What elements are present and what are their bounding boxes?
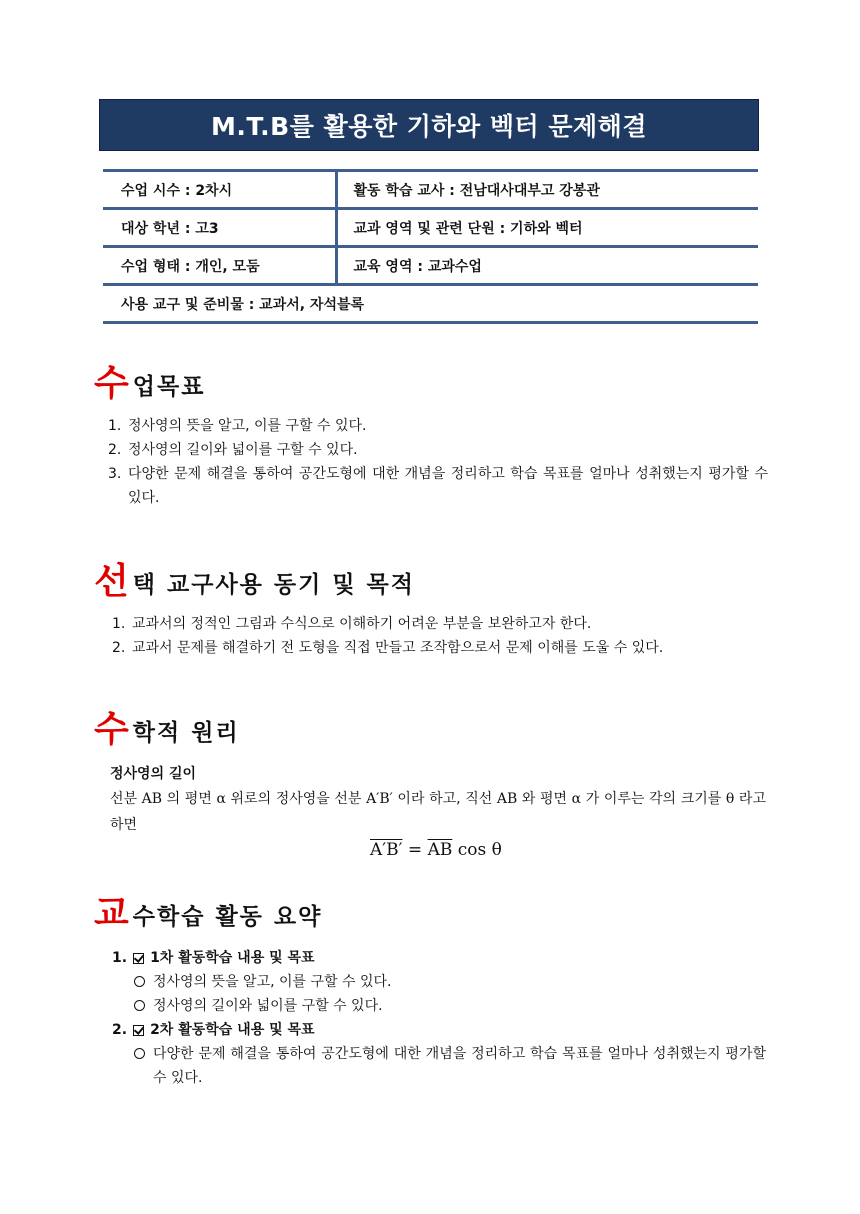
info-row xyxy=(103,209,758,247)
info-row xyxy=(103,247,758,285)
goals-list xyxy=(108,414,768,510)
principle-text: 선분 AB 의 평면 α 위로의 정사영을 선분 A′B′ 이라 하고, 직선 AB 와 평면 α 가 이루는 각의 크기를 θ 라고 하면 xyxy=(110,791,766,833)
materials: 사용 교구 및 준비물 : 교과서, 자석블록 xyxy=(103,285,758,323)
checkbox-icon xyxy=(133,953,144,964)
class-format: 수업 형태 : 개인, 모둠 xyxy=(103,247,336,285)
circle-bullet-icon xyxy=(134,1000,145,1011)
list-item: 정사영의 뜻을 알고, 이를 구할 수 있다. xyxy=(112,970,766,994)
section-heading: 택 교구사용 동기 및 목적 xyxy=(132,572,415,598)
info-row xyxy=(103,285,758,323)
section-heading: 업목표 xyxy=(132,374,206,400)
checkbox-icon xyxy=(133,1025,144,1036)
list-item: 정사영의 길이와 넓이를 구할 수 있다. xyxy=(112,994,766,1018)
projection-formula: $A'B' = \overline{AB}$ cos θ xyxy=(370,840,502,860)
section-title-motive xyxy=(94,561,415,602)
class-hours: 수업 시수 : 2차시 xyxy=(103,171,336,209)
step-heading: 2. 2차 활동학습 내용 및 목표 xyxy=(112,1022,315,1038)
circle-bullet-icon xyxy=(134,1048,145,1059)
info-row xyxy=(103,171,758,209)
document-title: M.T.B를 활용한 기하와 벡터 문제해결 xyxy=(99,99,759,151)
list-item: 1. 교과서의 정적인 그림과 수식으로 이해하기 어려운 부분을 보완하고자 한다. xyxy=(112,616,592,632)
list-item: 다양한 문제 해결을 통하여 공간도형에 대한 개념을 정리하고 학습 목표를 얼마나 성취했는지 평가할 수 있다. xyxy=(112,1042,766,1090)
education-area: 교육 영역 : 교과수업 xyxy=(336,247,758,285)
section-heading: 수학습 활동 요약 xyxy=(132,904,323,930)
teacher: 활동 학습 교사 : 전남대사대부고 강봉관 xyxy=(336,171,758,209)
section-title-principle xyxy=(94,709,240,750)
target-grade: 대상 학년 : 고3 xyxy=(103,209,336,247)
section-initial: 선 xyxy=(94,561,131,602)
motive-list xyxy=(112,612,768,660)
circle-bullet-icon xyxy=(134,976,145,987)
list-item: 2. 정사영의 길이와 넓이를 구할 수 있다. xyxy=(108,442,358,458)
list-item: 2. 교과서 문제를 해결하기 전 도형을 직접 만들고 조작함으로서 문제 이해를 도울 수 있다. xyxy=(112,640,664,656)
list-item: 1. 정사영의 뜻을 알고, 이를 구할 수 있다. xyxy=(108,418,367,434)
section-heading: 학적 원리 xyxy=(132,720,240,746)
section-initial: 수 xyxy=(94,709,131,750)
section-title-summary xyxy=(94,893,323,934)
step-heading: 1. 1차 활동학습 내용 및 목표 xyxy=(112,950,315,966)
principle-subtitle: 정사영의 길이 xyxy=(110,766,197,782)
subject-unit: 교과 영역 및 관련 단원 : 기하와 벡터 xyxy=(336,209,758,247)
section-initial: 수 xyxy=(94,363,131,404)
section-title-goals xyxy=(94,363,206,404)
list-item: 3. 다양한 문제 해결을 통하여 공간도형에 대한 개념을 정리하고 학습 목표를 얼마나 성취했는지 평가할 수 있다. xyxy=(108,466,768,506)
principle-block xyxy=(110,762,766,838)
activity-summary xyxy=(112,946,766,1090)
section-initial: 교 xyxy=(94,893,131,934)
lesson-info-table xyxy=(103,169,758,324)
